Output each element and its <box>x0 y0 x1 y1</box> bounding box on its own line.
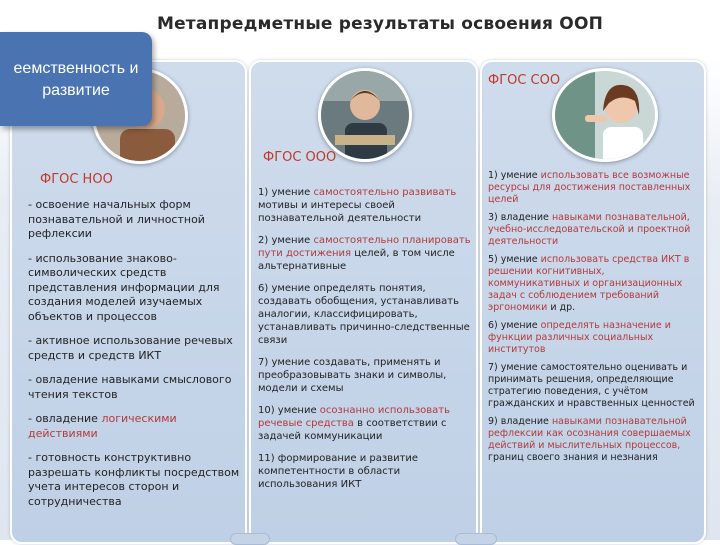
list-item <box>258 404 472 443</box>
list-item <box>28 198 240 242</box>
item-text: 11) формирование и развитие компетентности в области использования ИКТ <box>258 453 419 490</box>
item-text: 6) умение <box>488 320 541 331</box>
item-text: - освоение начальных форм познавательной и личностной рефлексии <box>28 198 205 240</box>
bottom-tab-right <box>455 533 497 545</box>
item-text: 5) умение <box>488 254 541 265</box>
highlighted-text: навыками познавательной, учебно-исследовательской и проектной деятельности <box>488 212 691 247</box>
list-item <box>258 234 472 273</box>
column-noo-list <box>28 198 240 519</box>
list-item <box>28 412 240 441</box>
highlighted-text: самостоятельно развивать <box>313 187 457 198</box>
item-text: 1) умение <box>258 187 314 198</box>
item-text: границ своего знания и незнания <box>488 452 658 463</box>
item-text: в соответствии с задачей коммуникации <box>258 418 447 442</box>
item-text: 10) умение <box>258 405 320 416</box>
highlighted-text: использовать средства ИКТ в решении когнитивных, коммуникативных и организационных задач с соблюдением требований эргономики <box>488 254 690 313</box>
heading-soo: ФГОС СОО <box>488 73 561 88</box>
list-item <box>28 334 240 363</box>
column-soo-list <box>488 170 698 470</box>
student-photo-secondary <box>552 68 658 162</box>
heading-ooo: ФГОС ООО <box>263 150 337 165</box>
heading-noo: ФГОС НОО <box>40 172 113 187</box>
item-text: мотивы и интересы своей познавательной деятельности <box>258 200 422 224</box>
list-item <box>28 373 240 402</box>
list-item <box>488 170 698 206</box>
item-text: - использование знаково-символических средств представления информации для создания моделей изучаемых объектов и процессов <box>28 251 220 323</box>
list-item <box>28 451 240 509</box>
list-item <box>488 416 698 464</box>
succession-line-1: еемственность и <box>13 60 139 77</box>
item-text: 6) умение определять понятия, создавать обобщения, устанавливать аналогии, классифицировать, устанавливать причинно-следственные связи <box>258 283 470 346</box>
slide-title: Метапредметные результаты освоения ООП <box>156 14 604 34</box>
succession-and-development-box <box>0 32 152 126</box>
list-item <box>488 320 698 356</box>
highlighted-text: логическими действиями <box>28 412 177 440</box>
list-item <box>488 362 698 410</box>
highlighted-text: определять назначение и функции различных социальных институтов <box>488 320 671 355</box>
item-text: - активное использование речевых средств и средств ИКТ <box>28 334 233 362</box>
highlighted-text: использовать все возможные ресурсы для достижения поставленных целей <box>488 170 691 205</box>
list-item <box>488 212 698 248</box>
list-item <box>258 282 472 347</box>
item-text: и др. <box>547 302 576 313</box>
highlighted-text: самостоятельно планировать пути достижения <box>258 235 471 259</box>
list-item <box>488 254 698 314</box>
item-text: целей, в том числе альтернативные <box>258 248 455 272</box>
list-item <box>258 186 472 225</box>
item-text: - овладение <box>28 412 102 425</box>
list-item <box>258 356 472 395</box>
item-text: - готовность конструктивно разрешать конфликты посредством учета интересов сторон и сотрудничества <box>28 451 240 508</box>
item-text: - овладение навыками смыслового чтения текстов <box>28 373 232 401</box>
item-text: 2) умение <box>258 235 314 246</box>
list-item <box>258 452 472 491</box>
item-text: 3) владение <box>488 212 552 223</box>
column-ooo-list <box>258 186 472 500</box>
highlighted-text: осознанно использовать речевые средства <box>258 405 451 429</box>
list-item <box>28 252 240 325</box>
bottom-tab-left <box>230 533 270 545</box>
highlighted-text: навыками познавательной рефлексии как осознания совершаемых действий и мыслительных процессов, <box>488 416 691 451</box>
item-text: 7) умение самостоятельно оценивать и принимать решения, определяющие стратегию поведения, с учётом гражданских и нравственных ценностей <box>488 362 695 409</box>
item-text: 1) умение <box>488 170 541 181</box>
student-photo-basic <box>318 68 412 162</box>
succession-line-2: развитие <box>42 82 110 99</box>
item-text: 9) владение <box>488 416 552 427</box>
item-text: 7) умение создавать, применять и преобразовывать знаки и символы, модели и схемы <box>258 357 447 394</box>
